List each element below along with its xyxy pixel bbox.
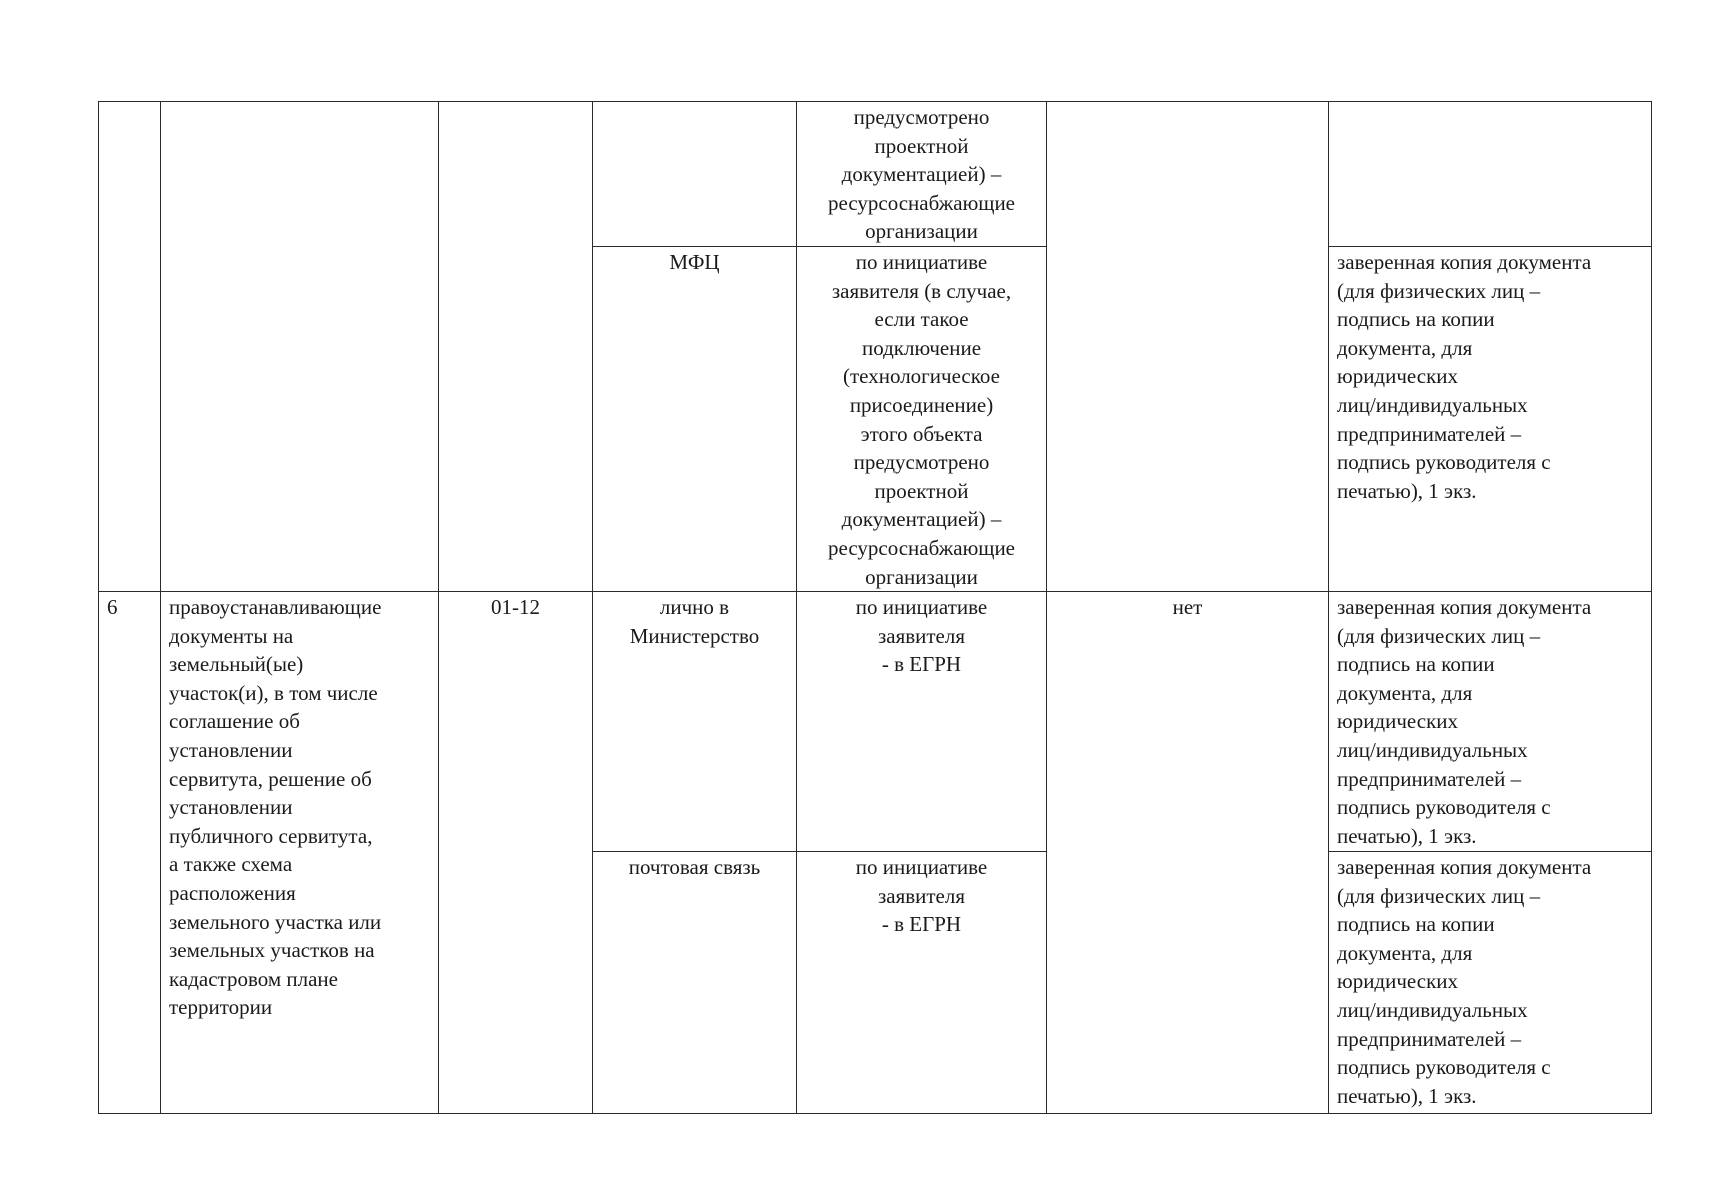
initiative-cell [797,102,1047,247]
code-cell [439,102,593,592]
initiative-text: предусмотрено проектной документацией) – ресурсоснабжающие организации [827,105,1016,244]
initiative-text: по инициативе заявителя - в ЕГРН [855,855,988,937]
document-name-cell [161,102,439,592]
submission-method-text: почтовая связь [628,855,761,880]
required-text: нет [1172,595,1203,620]
initiative-cell [797,592,1047,852]
document-table [98,101,1652,1114]
submission-method-text: лично в Министерство [629,595,760,648]
document-name-text: правоустанавливающие документы на земельный(ые) участок(и), в том числе соглашение об установлении сервитута, решение об установлении публичного сервитута, а также схема расположения земельного участка или земельных участков на кадастровом плане территории [169,595,382,1020]
requirements-cell [1329,102,1652,247]
required-cell [1047,102,1329,592]
requirements-cell [1329,852,1652,1114]
row-number-text: 6 [107,595,118,620]
table-row [99,592,1652,852]
table-row [99,102,1652,247]
requirements-cell [1329,246,1652,591]
required-cell [1047,592,1329,1114]
requirements-cell [1329,592,1652,852]
submission-method-cell [593,852,797,1114]
row-number-cell [99,102,161,592]
code-text: 01-12 [491,595,540,620]
initiative-text: по инициативе заявителя (в случае, если такое подключение (технологическое присоединение) этого объекта предусмотрено проектной документацией) – ресурсоснабжающие организации [827,249,1016,589]
initiative-cell [797,246,1047,591]
submission-method-text: МФЦ [669,249,720,274]
requirements-text: заверенная копия документа (для физических лиц – подпись на копии документа, для юридических лиц/индивидуальных предпринимателей – подпись руководителя с печатью), 1 экз. [1337,855,1592,1108]
code-cell [439,592,593,1114]
submission-method-cell [593,102,797,247]
initiative-text: по инициативе заявителя - в ЕГРН [855,595,988,677]
submission-method-cell [593,246,797,591]
submission-method-cell [593,592,797,852]
initiative-cell [797,852,1047,1114]
requirements-text: заверенная копия документа (для физических лиц – подпись на копии документа, для юридических лиц/индивидуальных предпринимателей – подпись руководителя с печатью), 1 экз. [1337,249,1592,503]
row-number-cell [99,592,161,1114]
requirements-text: заверенная копия документа (для физических лиц – подпись на копии документа, для юридических лиц/индивидуальных предпринимателей – подпись руководителя с печатью), 1 экз. [1337,595,1592,848]
document-name-cell [161,592,439,1114]
